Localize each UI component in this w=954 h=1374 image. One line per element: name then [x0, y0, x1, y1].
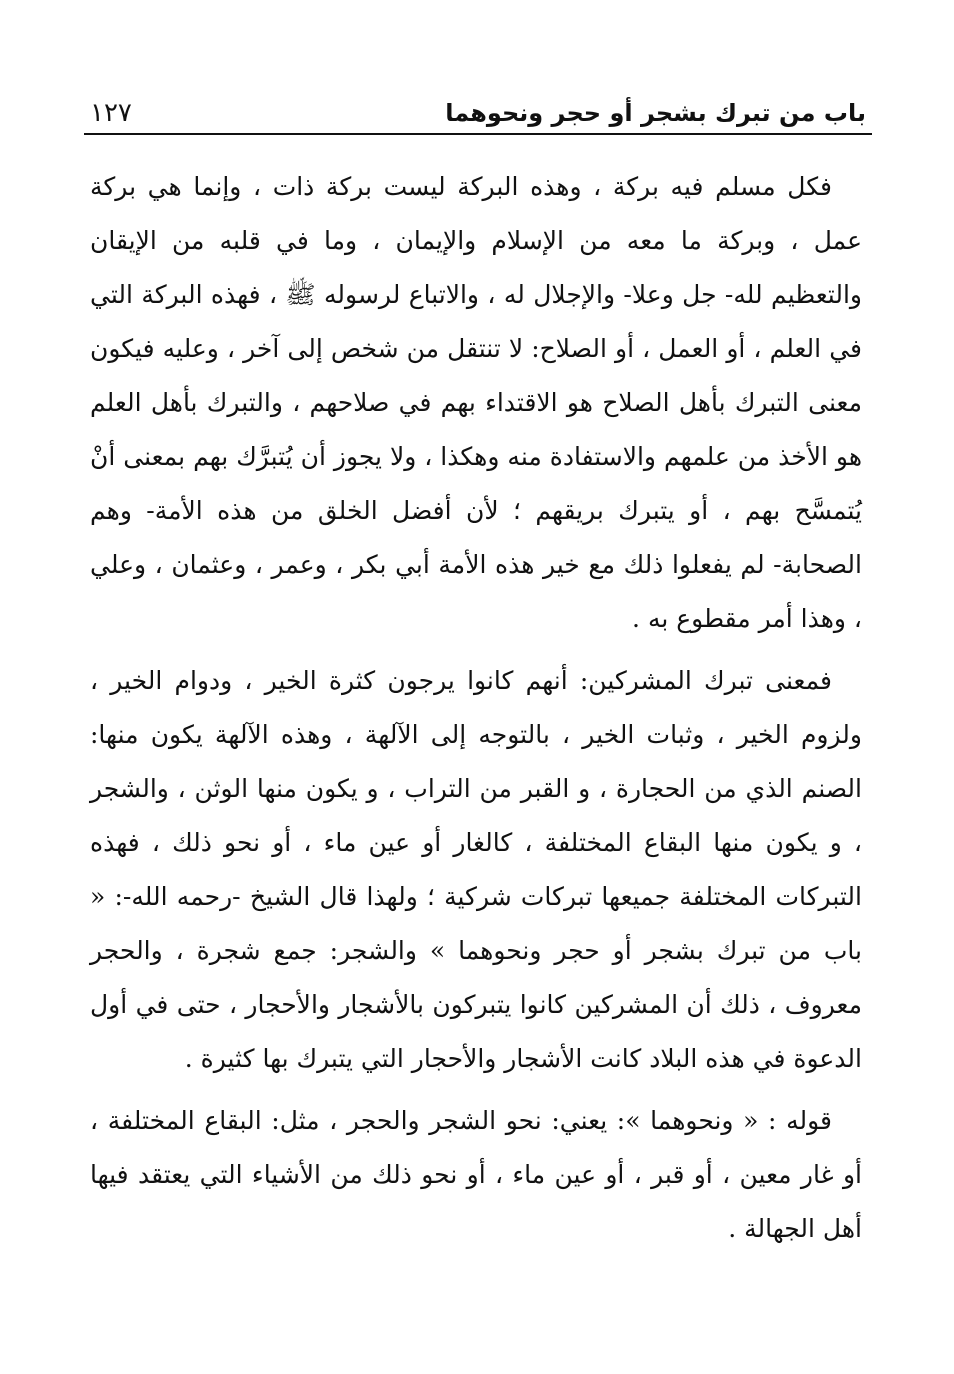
running-header [90, 88, 866, 132]
paragraph-1: فكل مسلم فيه بركة ، وهذه البركة ليست بركة ذات ، وإنما هي بركة عمل ، وبركة ما معه من الإسلام والإيمان ، وما في قلبه من الإيقان والتعظيم لله- جل وعلا- والإجلال له ، والاتباع لرسوله ﷺ ، فهذه البركة التي في العلم ، أو العمل ، أو الصلاح: لا تنتقل من شخص إلى آخر ، وعليه فيكون معنى التبرك بأهل الصلاح هو الاقتداء بهم في صلاحهم ، والتبرك بأهل العلم هو الأخذ من علمهم والاستفادة منه وهكذا ، ولا يجوز أن يُتبرَّك بهم بمعنى أنْ يُتمسَّح بهم ، أو يتبرك بريقهم ؛ لأن أفضل الخلق من هذه الأمة- وهم الصحابة- لم يفعلوا ذلك مع خير هذه الأمة أبي بكر ، وعمر ، وعثمان ، وعلي ، وهذا أمر مقطوع به . [90, 172, 862, 633]
page-number: ١٢٧ [90, 98, 132, 128]
chapter-title: باب من تبرك بشجر أو حجر ونحوهما [445, 99, 866, 127]
paragraph-3: قوله : « ونحوهما »: يعني: نحو الشجر والحجر ، مثل: البقاع المختلفة ، أو غار معين ، أو قبر ، أو عين ماء ، أو نحو ذلك من الأشياء التي يعتقد فيها أهل الجهالة . [90, 1106, 862, 1243]
header-divider [84, 133, 872, 135]
paragraph-2: فمعنى تبرك المشركين: أنهم كانوا يرجون كثرة الخير ، ودوام الخير ، ولزوم الخير ، وثبات الخير ، بالتوجه إلى الآلهة ، وهذه الآلهة يكون منها: الصنم الذي من الحجارة ، و القبر من التراب ، و يكون منها الوثن ، والشجر ، و يكون منها البقاع المختلفة ، كالغار أو عين ماء ، أو نحو ذلك ، فهذه التبركات المختلفة جميعها تبركات شركية ؛ ولهذا قال الشيخ -رحمه الله-: « باب من تبرك بشجر أو حجر ونحوهما » والشجر: جمع شجرة ، والحجر معروف ، ذلك أن المشركين كانوا يتبركون بالأشجار والأحجار ، حتى في أول الدعوة في هذه البلاد كانت الأشجار والأحجار التي يتبرك بها كثيرة . [90, 666, 862, 1073]
body-text [90, 160, 862, 1264]
